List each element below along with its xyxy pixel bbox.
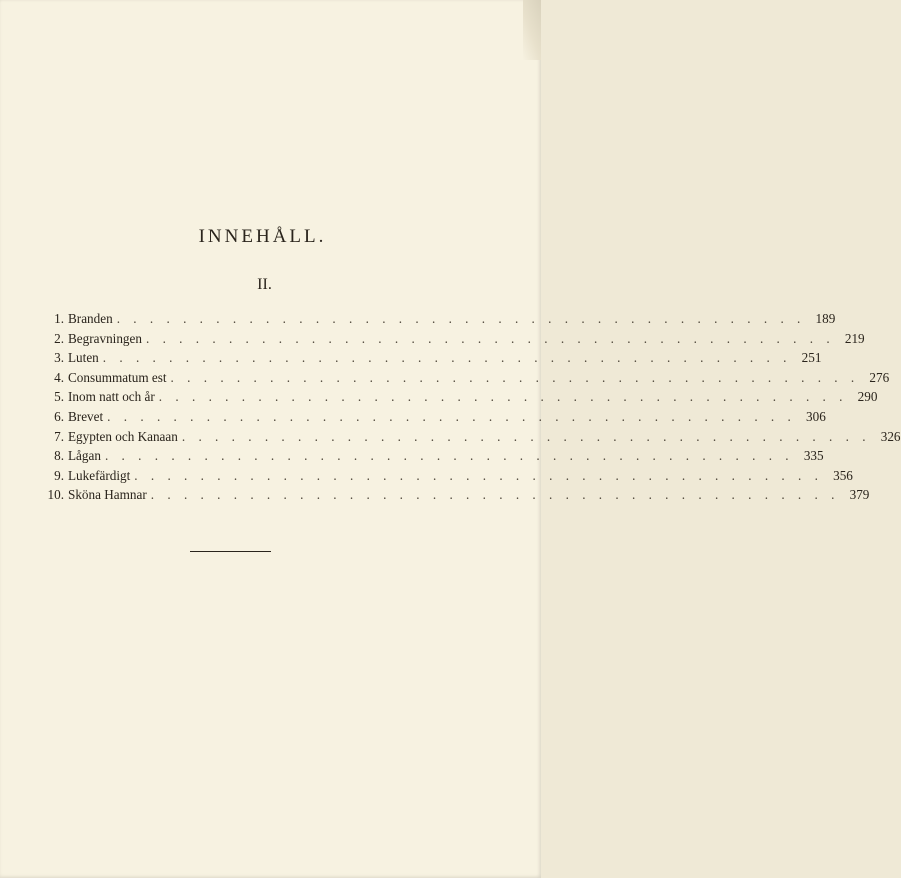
toc-entry <box>42 311 836 331</box>
toc-entry <box>42 389 878 409</box>
entry-title: Inom natt och år <box>68 389 155 405</box>
entry-title: Egypten och Kanaan <box>68 428 178 444</box>
entry-page: 306 <box>806 408 826 424</box>
entry-number: 7. <box>54 428 64 444</box>
entry-page: 326 <box>880 428 901 444</box>
dot-leader: . . . . . . . . . . . . . . . . . . . . . . . . . . . . . . . . . . . . . . . . . . <box>107 408 796 424</box>
entry-number: 10. <box>47 487 64 503</box>
part-label: II. <box>257 276 272 293</box>
entry-title: Brevet <box>68 408 104 424</box>
entry-page: 379 <box>849 487 870 503</box>
entry-page: 189 <box>815 311 836 326</box>
toc-entry <box>42 428 901 449</box>
entry-title: Luten <box>68 350 99 366</box>
toc-entry <box>42 330 865 351</box>
entry-page: 276 <box>869 369 890 385</box>
entry-number: 1. <box>54 311 64 326</box>
entry-title: Lukefärdigt <box>68 467 131 483</box>
entry-title: Sköna Hamnar <box>68 487 147 503</box>
dot-leader: . . . . . . . . . . . . . . . . . . . . . . . . . . . . . . . . . . . . . . . . . . <box>116 311 806 326</box>
dot-leader: . . . . . . . . . . . . . . . . . . . . . . . . . . . . . . . . . . . . . . . . . . <box>134 467 823 483</box>
dot-leader: . . . . . . . . . . . . . . . . . . . . . . . . . . . . . . . . . . . . . . . . . . <box>170 369 860 385</box>
dot-leader: . . . . . . . . . . . . . . . . . . . . . . . . . . . . . . . . . . . . . . . . . . <box>102 350 792 366</box>
entry-page: 356 <box>833 467 853 483</box>
entry-title: Consummatum est <box>68 369 167 385</box>
entry-title: Begravningen <box>68 330 142 346</box>
entry-number: 2. <box>54 330 64 346</box>
entry-page: 335 <box>803 448 824 464</box>
closing-rule <box>190 551 271 552</box>
table-of-contents <box>42 311 901 507</box>
entry-number: 8. <box>54 448 64 464</box>
dot-leader: . . . . . . . . . . . . . . . . . . . . . . . . . . . . . . . . . . . . . . . . . . <box>150 487 840 503</box>
toc-entry <box>42 408 826 429</box>
toc-entry <box>42 448 824 468</box>
entry-number: 5. <box>54 389 64 405</box>
entry-page: 219 <box>844 330 865 346</box>
dot-leader: . . . . . . . . . . . . . . . . . . . . . . . . . . . . . . . . . . . . . . . . . . <box>145 330 835 346</box>
toc-entry <box>42 487 870 507</box>
entry-number: 4. <box>54 369 64 385</box>
entry-title: Branden <box>68 311 113 326</box>
entry-number: 3. <box>54 350 64 366</box>
entry-number: 6. <box>54 408 64 424</box>
dot-leader: . . . . . . . . . . . . . . . . . . . . . . . . . . . . . . . . . . . . . . . . . . <box>181 428 871 444</box>
toc-entry <box>42 350 822 370</box>
dot-leader: . . . . . . . . . . . . . . . . . . . . . . . . . . . . . . . . . . . . . . . . . . <box>104 448 794 464</box>
entry-number: 9. <box>54 467 64 483</box>
entry-title: Lågan <box>68 448 101 464</box>
toc-entry <box>42 369 890 390</box>
page-edge-shadow <box>523 0 541 60</box>
entry-page: 290 <box>857 389 878 405</box>
toc-entry <box>42 467 853 488</box>
entry-page: 251 <box>801 350 822 366</box>
toc-heading: INNEHÅLL. <box>198 226 327 247</box>
dot-leader: . . . . . . . . . . . . . . . . . . . . . . . . . . . . . . . . . . . . . . . . . . <box>158 389 848 405</box>
